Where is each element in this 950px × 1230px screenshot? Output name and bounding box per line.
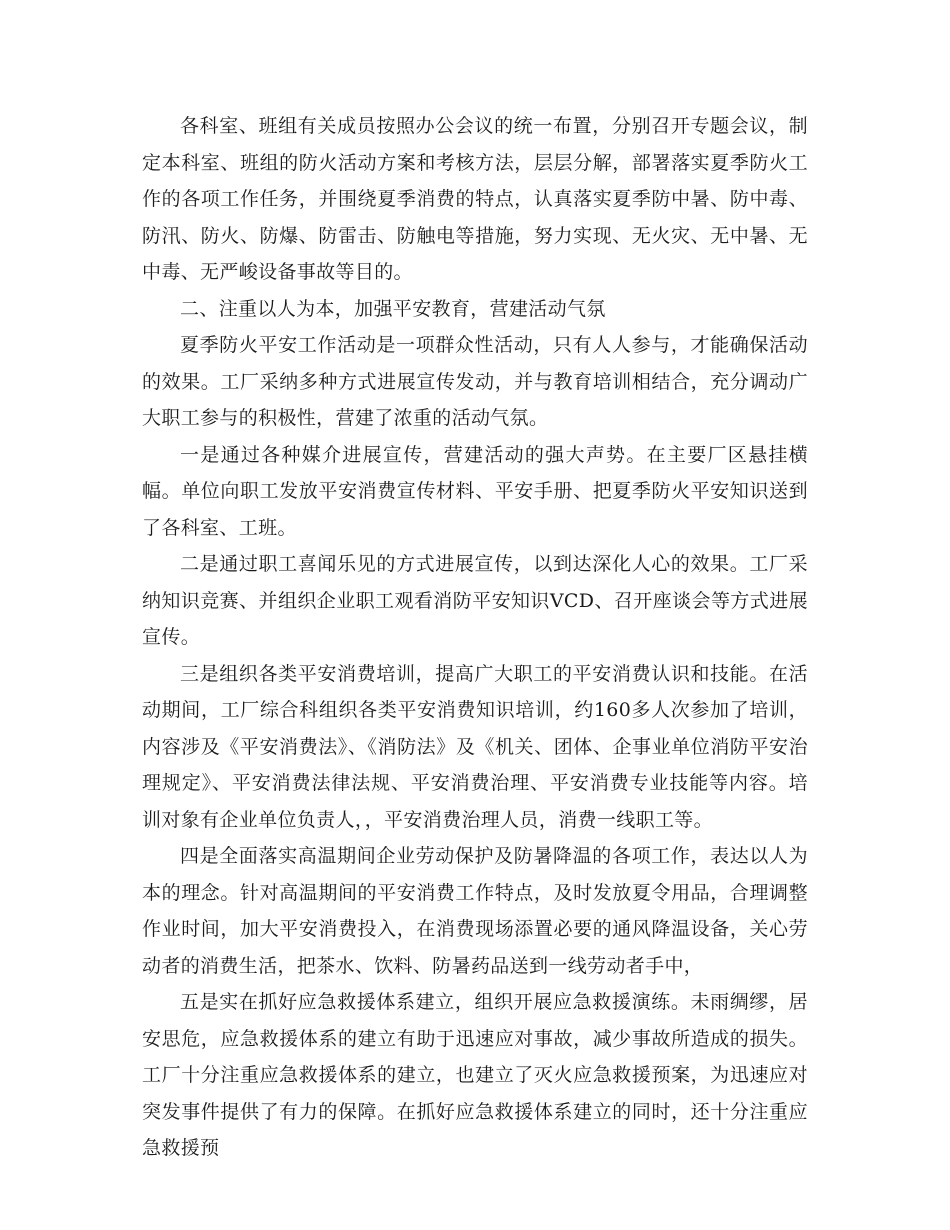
paragraph-safety-training: 三是组织各类平安消费培训，提高广大职工的平安消费认识和技能。在活动期间，工厂综合科组织各类平安消费知识培训，约160多人次参加了培训，内容涉及《平安消费法》、《消防法》及《机关、团体、企事业单位消防平安治理规定》、平安消费法律法规、平安消费治理、平安消费专业技能等内容。培训对象有企业单位负责人，，平安消费治理人员，消费一线职工等。 — [142, 662, 808, 831]
paragraph-employee-publicity: 二是通过职工喜闻乐见的方式进展宣传，以到达深化人心的效果。工厂采纳知识竞赛、并组织企业职工观看消防平安知识VCD、召开座谈会等方式进展宣传。 — [142, 553, 808, 648]
paragraph-heat-protection: 四是全面落实高温期间企业劳动保护及防暑降温的各项工作，表达以人为本的理念。针对高温期间的平安消费工作特点，及时发放夏令用品，合理调整作业时间，加大平安消费投入，在消费现场添置必要的通风降温设备，关心劳动者的消费生活，把茶水、饮料、防暑药品送到一线劳动者手中， — [142, 845, 808, 977]
paragraph-media-publicity: 一是通过各种媒介进展宣传，营建活动的强大声势。在主要厂区悬挂横幅。单位向职工发放平安消费宣传材料、平安手册、把夏季防火平安知识送到了各科室、工班。 — [142, 443, 808, 539]
document-body — [142, 108, 808, 1167]
paragraph-department-deployment: 各科室、班组有关成员按照办公会议的统一布置，分别召开专题会议，制定本科室、班组的防火活动方案和考核方法，层层分解，部署落实夏季防火工作的各项工作任务，并围绕夏季消费的特点，认真落实夏季防中暑、防中毒、防汛、防火、防爆、防雷击、防触电等措施，努力实现、无火灾、无中暑、无中毒、无严峻设备事故等目的。 — [142, 115, 808, 283]
paragraph-emergency-rescue: 五是实在抓好应急救援体系建立，组织开展应急救援演练。未雨绸缪，居安思危，应急救援体系的建立有助于迅速应对事故，减少事故所造成的损失。工厂十分注重应急救援体系的建立，也建立了灭火应急救援预案，为迅速应对突发事件提供了有力的保障。在抓好应急救援体系建立的同时，还十分注重应急救援预 — [142, 991, 808, 1159]
paragraph-activity-intro: 夏季防火平安工作活动是一项群众性活动，只有人人参与，才能确保活动的效果。工厂采纳多种方式进展宣传发动，并与教育培训相结合，充分调动广大职工参与的积极性，营建了浓重的活动气氛。 — [142, 334, 808, 429]
section-heading-2: 二、注重以人为本，加强平安教育，营建活动气氛 — [180, 297, 606, 320]
